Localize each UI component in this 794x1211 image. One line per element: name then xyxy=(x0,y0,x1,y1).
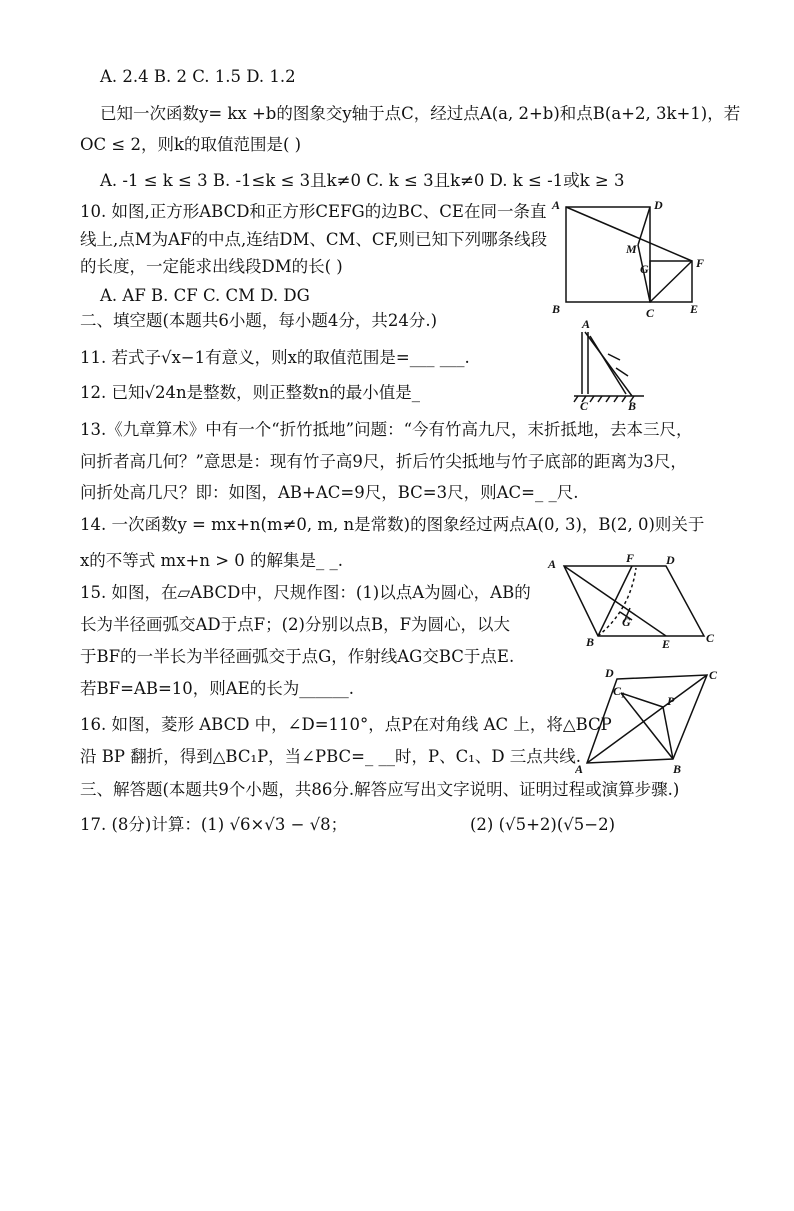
fig2-label-c: C xyxy=(580,399,589,413)
fig1-label-d: D xyxy=(654,198,663,212)
fig4-label-c1: C₁ xyxy=(613,684,626,698)
fig1-label-e: E xyxy=(690,302,699,316)
fig1-label-c: C xyxy=(646,306,655,320)
q-linear-function-stem-2: OC ≤ 2，则k的取值范围是( ) xyxy=(80,135,302,154)
fig1-label-g: G xyxy=(640,262,649,276)
figure-broken-bamboo xyxy=(568,318,648,413)
q10-options: A. AF B. CF C. CM D. DG xyxy=(100,286,310,305)
q13-line-1: 13.《九章算术》中有一个“折竹抵地”问题：“今有竹高九尺，末折抵地，去本三尺， xyxy=(80,420,693,439)
fig3-label-b: B xyxy=(586,635,595,649)
fig3-label-d: D xyxy=(666,553,675,567)
fig1-label-a: A xyxy=(552,198,561,212)
q15-line-4: 若BF=AB=10，则AE的长为______. xyxy=(80,679,354,698)
fig4-label-a: A xyxy=(575,762,584,775)
fig4-label-b: B xyxy=(673,762,682,775)
figure-rhombus xyxy=(575,665,725,775)
fig2-label-a: A xyxy=(582,318,591,331)
q15-line-1: 15. 如图，在▱ABCD中，尺规作图：(1)以点A为圆心，AB的 xyxy=(80,583,531,602)
fig2-label-b: B xyxy=(628,399,637,413)
q15-line-3: 于BF的一半长为半径画弧交于点G，作射线AG交BC于点E. xyxy=(80,647,515,666)
fig3-label-f: F xyxy=(626,551,635,565)
section-solve-heading: 三、解答题(本题共9个小题，共86分.解答应写出文字说明、证明过程或演算步骤.) xyxy=(80,780,680,799)
fig4-label-c: C xyxy=(709,668,718,682)
fig1-label-b: B xyxy=(552,302,561,316)
q10-stem-3: 的长度，一定能求出线段DM的长( ) xyxy=(80,257,343,276)
fig4-label-d: D xyxy=(605,666,614,680)
q16-line-2: 沿 BP 翻折，得到△BC₁P，当∠PBC=_ __时，P、C₁、D 三点共线. xyxy=(80,747,582,766)
fig3-label-e: E xyxy=(662,637,671,650)
q14-line-1: 14. 一次函数y = mx+n(m≠0, m, n是常数)的图象经过两点A(0, 3)，B(2, 0)则关于 xyxy=(80,515,705,534)
fig1-label-f: F xyxy=(696,256,705,270)
q-linear-function-options: A. -1 ≤ k ≤ 3 B. -1≤k ≤ 3且k≠0 C. k ≤ 3且k≠0 D. k ≤ -1或k ≥ 3 xyxy=(100,171,625,190)
fig3-label-a: A xyxy=(548,557,557,571)
q14-line-2: x的不等式 mx+n > 0 的解集是_ _. xyxy=(80,551,344,570)
q12: 12. 已知√24n是整数，则正整数n的最小值是_ xyxy=(80,383,420,402)
q9-options: A. 2.4 B. 2 C. 1.5 D. 1.2 xyxy=(100,67,296,86)
q17-part-1: 17. (8分)计算：(1) √6×√3 − √8； xyxy=(80,815,348,834)
q11: 11. 若式子√x−1有意义，则x的取值范围是=___ ___. xyxy=(80,348,470,367)
figure-squares xyxy=(546,195,706,320)
q15-line-2: 长为半径画弧交AD于点F；(2)分别以点B，F为圆心，以大 xyxy=(80,615,511,634)
fig4-label-p: P xyxy=(667,694,675,708)
q-linear-function-stem: 已知一次函数y= kx +b的图象交y轴于点C，经过点A(a, 2+b)和点B(a+2, 3k+1)，若 xyxy=(100,104,741,123)
q16-line-1: 16. 如图，菱形 ABCD 中，∠D=110°，点P在对角线 AC 上，将△BCP xyxy=(80,715,612,734)
q10-stem-2: 线上,点M为AF的中点,连结DM、CM、CF,则已知下列哪条线段 xyxy=(80,230,548,249)
figure-parallelogram xyxy=(540,550,725,650)
section-fill-in-heading: 二、填空题(本题共6小题，每小题4分，共24分.) xyxy=(80,311,438,330)
fig1-label-m: M xyxy=(626,242,637,256)
q13-line-2: 问折者高几何？”意思是：现有竹子高9尺，折后竹尖抵地与竹子底部的距离为3尺， xyxy=(80,452,687,471)
fig3-label-g: G xyxy=(622,615,631,629)
q17-part-2: (2) (√5+2)(√5−2) xyxy=(470,815,616,834)
fig3-label-c: C xyxy=(706,631,715,645)
q13-line-3: 问折处高几尺？即：如图，AB+AC=9尺，BC=3尺，则AC=_ _尺. xyxy=(80,483,579,502)
q10-stem-1: 10. 如图,正方形ABCD和正方形CEFG的边BC、CE在同一条直 xyxy=(80,202,547,221)
